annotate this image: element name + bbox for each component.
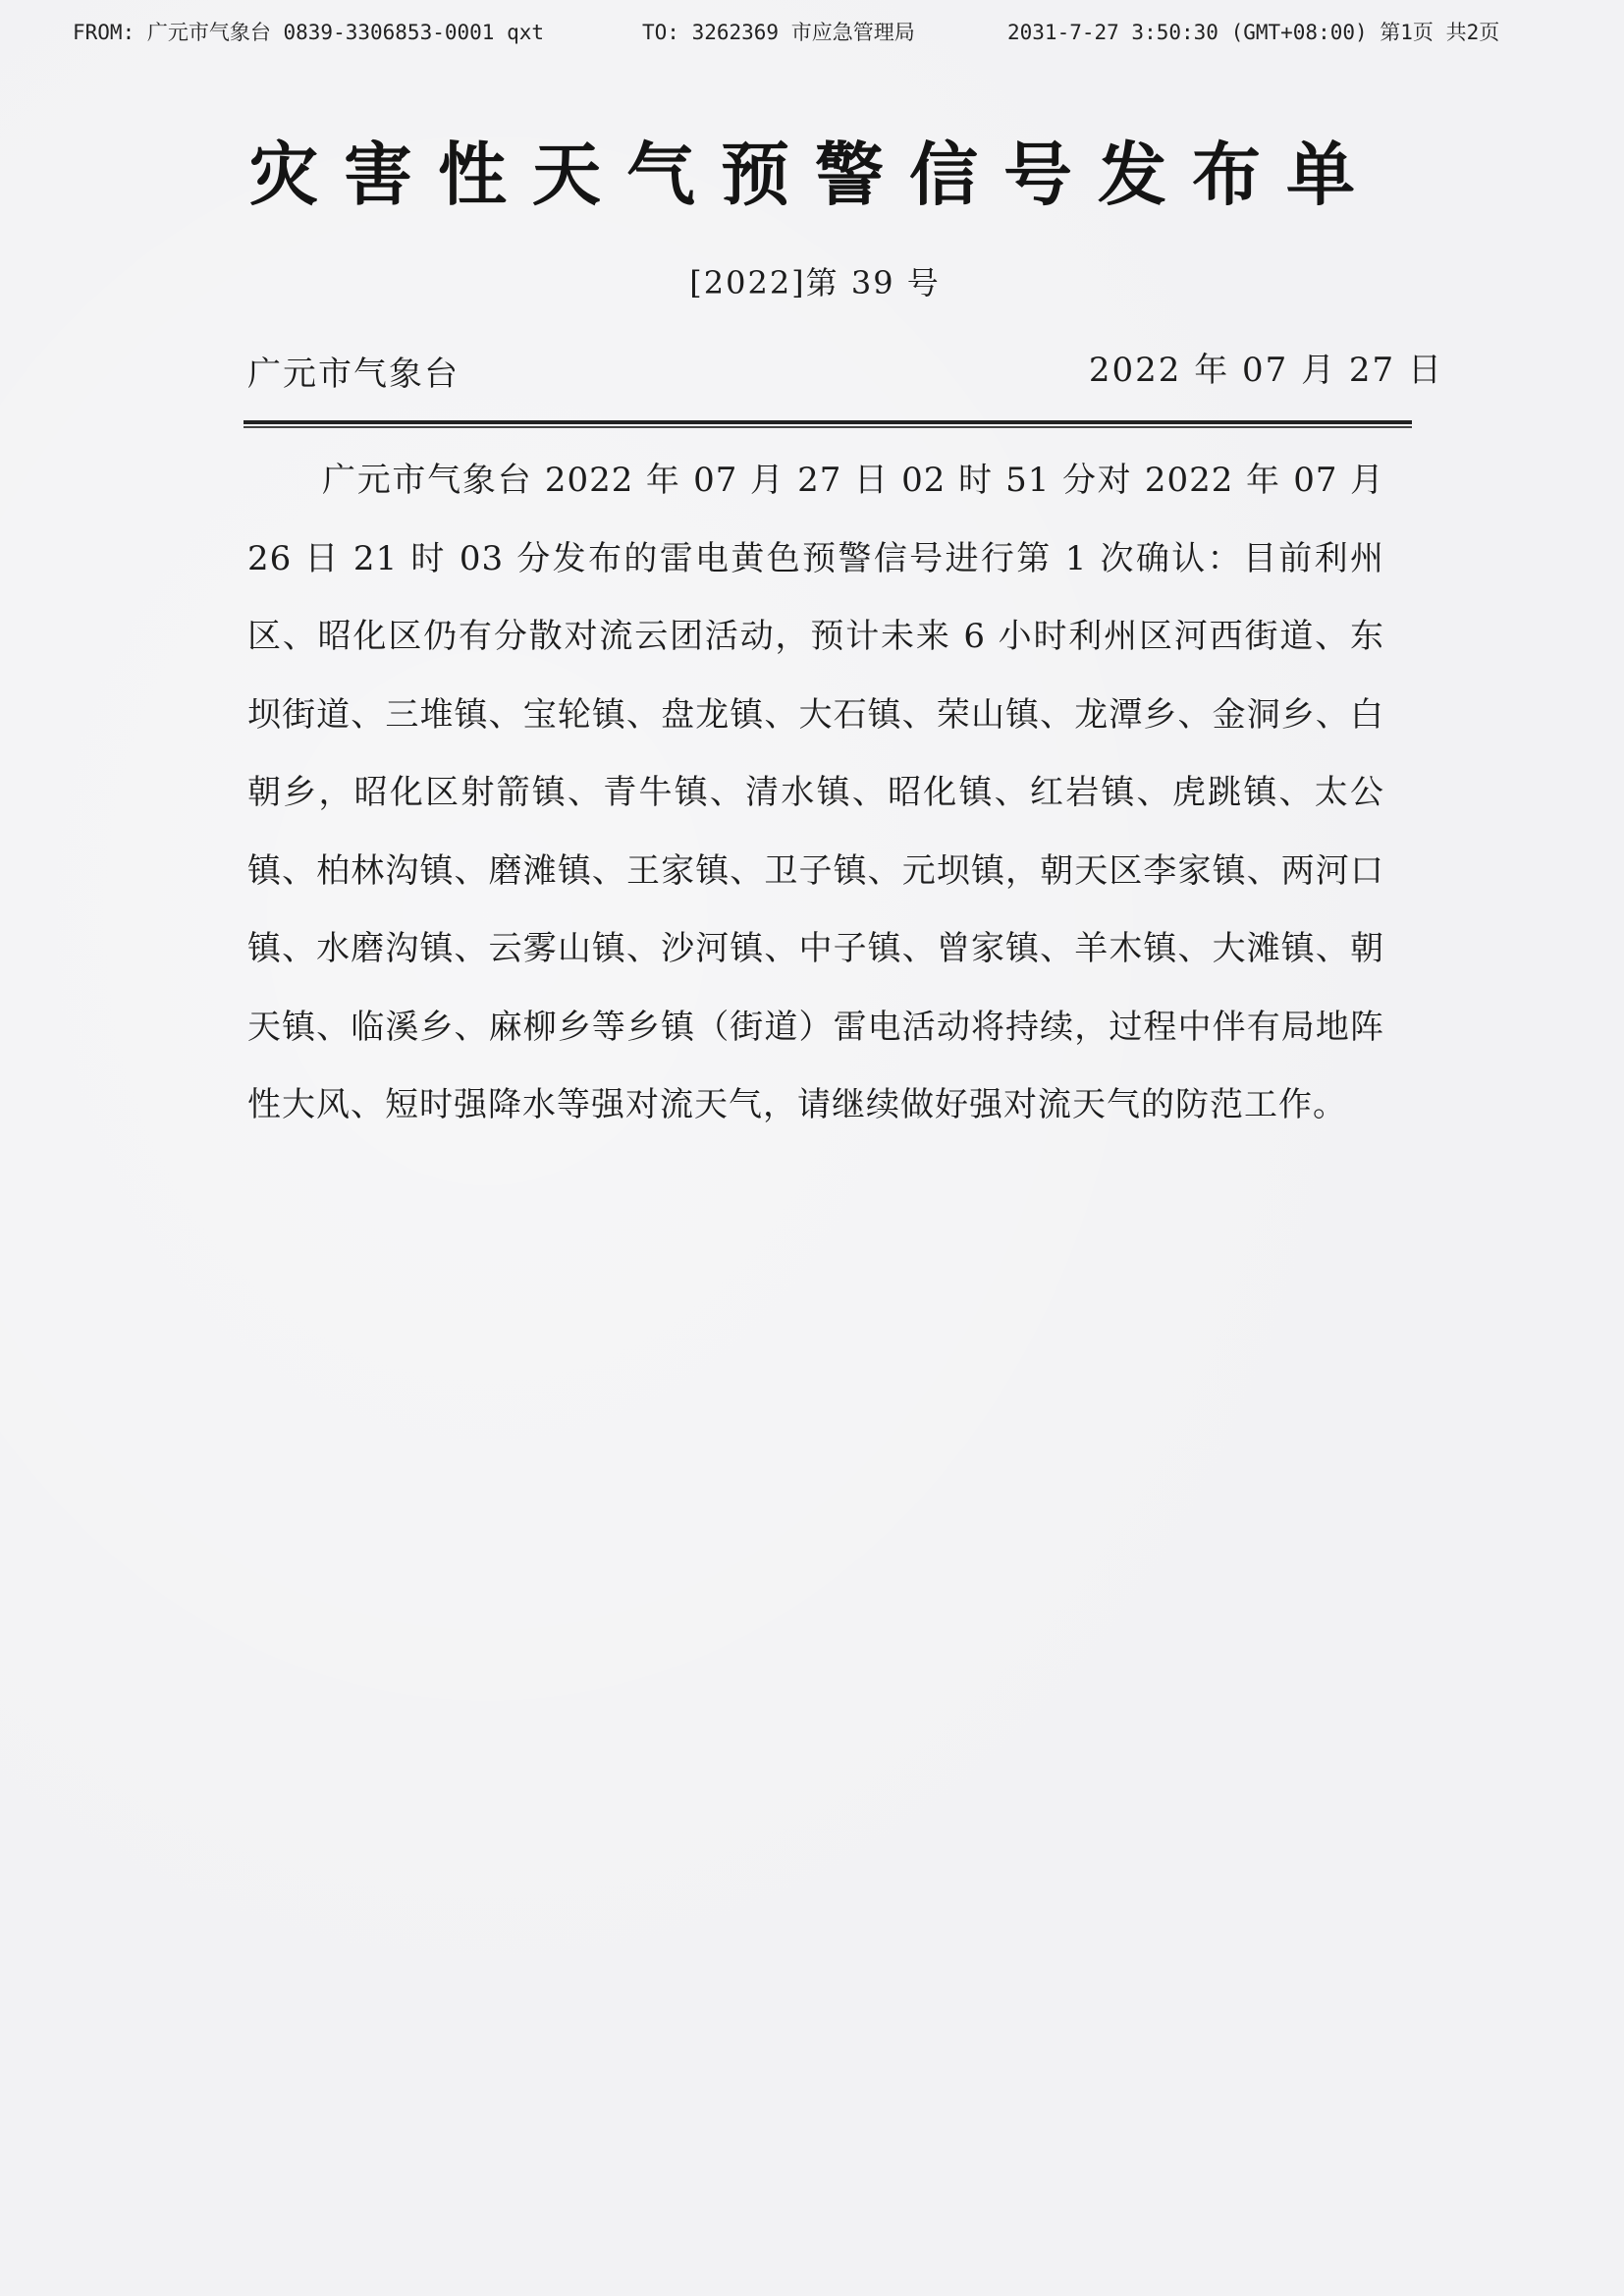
header-divider bbox=[244, 420, 1412, 424]
document-number: [2022]第 39 号 bbox=[689, 264, 941, 301]
fax-time-page: 2031-7-27 3:50:30 (GMT+08:00) 第1页 共2页 bbox=[1007, 21, 1500, 44]
document-title: 灾害性天气预警信号发布单 bbox=[249, 135, 1380, 215]
issue-date: 2022 年 07 月 27 日 bbox=[1088, 351, 1443, 390]
warning-body: 广元市气象台 2022 年 07 月 27 日 02 时 51 分对 2022 年 07 月 26 日 21 时 03 分发布的雷电黄色预警信号进行第 1 次确认：目前利州区、昭化区仍有分散对流云团活动，预计未来 6 小时利州区河西街道、东坝街道、三堆镇、宝轮镇、盘龙镇、大石镇、荣山镇、龙潭乡、金洞乡、白朝乡，昭化区射箭镇、青牛镇、清水镇、昭化镇、红岩镇、虎跳镇、太公镇、柏林沟镇、磨滩镇、王家镇、卫子镇、元坝镇，朝天区李家镇、两河口镇、水磨沟镇、云雾山镇、沙河镇、中子镇、曾家镇、羊木镇、大滩镇、朝天镇、临溪乡、麻柳乡等乡镇（街道）雷电活动将持续，过程中伴有局地阵性大风、短时强降水等强对流天气，请继续做好强对流天气的防范工作。 bbox=[247, 461, 1384, 1124]
fax-header bbox=[73, 18, 1545, 47]
fax-from: FROM: 广元市气象台 0839-3306853-0001 qxt bbox=[73, 21, 545, 44]
issuer: 广元市气象台 bbox=[247, 355, 460, 394]
header-divider-thin bbox=[244, 426, 1412, 428]
fax-to: TO: 3262369 市应急管理局 bbox=[642, 21, 915, 44]
